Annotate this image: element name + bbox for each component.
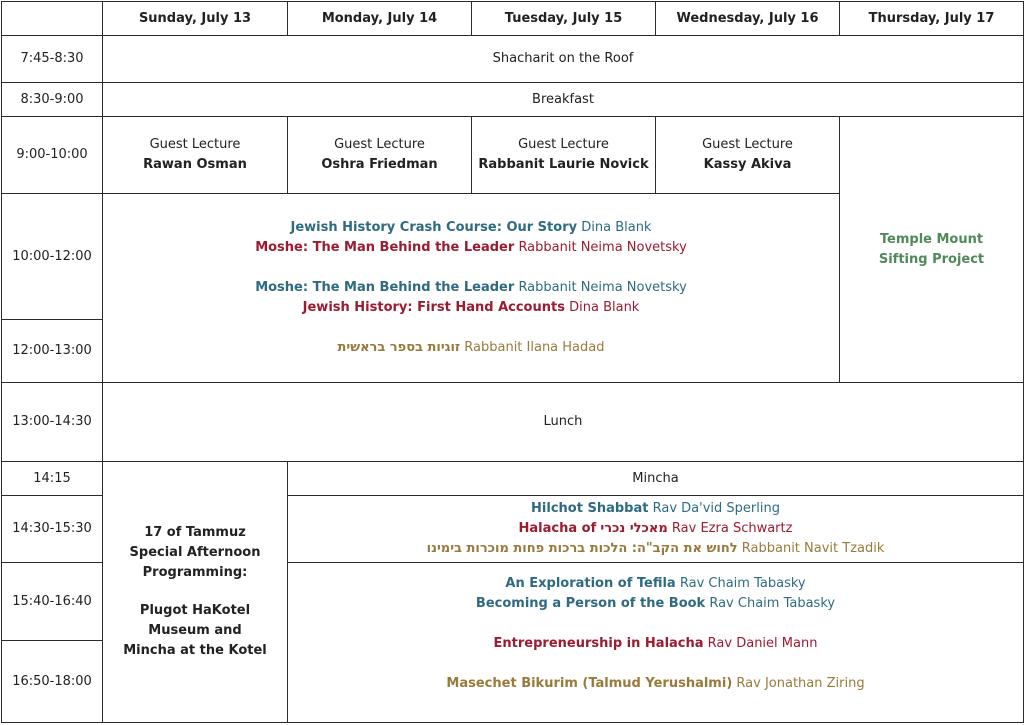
row-mincha xyxy=(2,462,1024,496)
course-teacher: Rabbanit Neima Novetsky xyxy=(518,280,687,295)
breakfast-cell: Breakfast xyxy=(103,83,1024,117)
course-teacher: Rav Ezra Schwartz xyxy=(671,521,793,536)
course-teacher: Rav Da'vid Sperling xyxy=(652,501,780,516)
time-cell: 12:00-13:00 xyxy=(2,320,103,383)
day-header-thursday: Thursday, July 17 xyxy=(840,2,1024,36)
course-line xyxy=(103,278,839,298)
time-cell: 16:50-18:00 xyxy=(2,641,103,723)
course-title: Becoming a Person of the Book xyxy=(475,595,706,611)
course-title: Moshe: The Man Behind the Leader xyxy=(255,240,515,255)
course-title: לחוש את הקב"ה: הלכות ברכות פחות מוכרות בימינו xyxy=(426,541,738,556)
schedule-table xyxy=(1,1,1024,723)
time-cell: 13:00-14:30 xyxy=(2,383,103,462)
time-cell: 15:40-16:40 xyxy=(2,563,103,641)
tammuz-line: Mincha at the Kotel xyxy=(123,643,267,658)
course-teacher: Rav Daniel Mann xyxy=(707,635,818,651)
course-title: An Exploration of Tefila xyxy=(505,575,676,591)
tammuz-line: Museum and xyxy=(148,623,242,638)
guest-lecture-cell xyxy=(656,117,840,194)
tammuz-line: 17 of Tammuz xyxy=(144,525,246,540)
time-cell: 8:30-9:00 xyxy=(2,83,103,117)
course-title-hebrew: מאכלי נכרי xyxy=(600,521,668,536)
guest-lecture-cell xyxy=(103,117,288,194)
guest-lecture-cell xyxy=(288,117,472,194)
tammuz-line: Programming: xyxy=(142,565,248,580)
guest-lecture-speaker: Oshra Friedman xyxy=(321,157,438,172)
course-teacher: Dina Blank xyxy=(569,300,640,315)
course-title: Moshe: The Man Behind the Leader xyxy=(255,280,515,295)
tammuz-line: Special Afternoon xyxy=(129,545,261,560)
mincha-cell: Mincha xyxy=(288,462,1024,496)
guest-lecture-speaker: Rabbanit Laurie Novick xyxy=(478,157,649,172)
guest-lecture-title: Guest Lecture xyxy=(334,137,425,152)
course-line xyxy=(288,539,1023,559)
guest-lecture-title: Guest Lecture xyxy=(149,137,241,152)
course-line xyxy=(288,519,1023,539)
course-line xyxy=(103,338,839,358)
course-teacher: Rav Chaim Tabasky xyxy=(709,595,836,611)
time-cell: 7:45-8:30 xyxy=(2,36,103,83)
course-line xyxy=(103,238,839,258)
tammuz-cell xyxy=(103,462,288,723)
day-header-sunday: Sunday, July 13 xyxy=(103,2,288,36)
row-shacharit xyxy=(2,36,1024,83)
row-lunch xyxy=(2,383,1024,462)
time-cell: 9:00-10:00 xyxy=(2,117,103,194)
course-title: Masechet Bikurim (Talmud Yerushalmi) xyxy=(446,675,733,691)
course-line xyxy=(288,674,1023,694)
course-title: Hilchot Shabbat xyxy=(531,501,649,516)
tammuz-line: Plugot HaKotel xyxy=(139,603,251,618)
temple-mount-label: Temple Mount Sifting Project xyxy=(878,231,985,267)
row-guest-lectures xyxy=(2,117,1024,194)
row-breakfast xyxy=(2,83,1024,117)
shacharit-cell: Shacharit on the Roof xyxy=(103,36,1024,83)
header-row xyxy=(2,2,1024,36)
course-teacher: Rav Chaim Tabasky xyxy=(679,575,806,591)
course-line xyxy=(288,499,1023,519)
course-line xyxy=(288,634,1023,654)
course-teacher: Rabbanit Navit Tzadik xyxy=(741,541,885,556)
course-teacher: Rabbanit Neima Novetsky xyxy=(518,240,687,255)
course-title: זוגיות בספר בראשית xyxy=(337,340,461,355)
guest-lecture-title: Guest Lecture xyxy=(702,137,793,152)
course-teacher: Rav Jonathan Ziring xyxy=(736,675,865,691)
course-title: Halacha of xyxy=(518,521,597,536)
course-title: Jewish History Crash Course: Our Story xyxy=(290,220,578,235)
guest-lecture-speaker: Rawan Osman xyxy=(143,157,247,172)
corner-cell xyxy=(2,2,103,36)
day-header-monday: Monday, July 14 xyxy=(288,2,472,36)
guest-lecture-title: Guest Lecture xyxy=(518,137,609,152)
afternoon-courses-cell-1 xyxy=(288,496,1024,563)
course-line xyxy=(288,574,1023,594)
afternoon-courses-cell-2 xyxy=(288,563,1024,723)
temple-mount-cell xyxy=(840,117,1024,383)
course-teacher: Rabbanit Ilana Hadad xyxy=(464,340,605,355)
course-line xyxy=(103,298,839,318)
course-line xyxy=(103,218,839,238)
guest-lecture-speaker: Kassy Akiva xyxy=(703,157,792,172)
morning-courses-cell xyxy=(103,194,840,383)
course-teacher: Dina Blank xyxy=(581,220,652,235)
day-header-tuesday: Tuesday, July 15 xyxy=(472,2,656,36)
guest-lecture-cell xyxy=(472,117,656,194)
time-cell: 14:15 xyxy=(2,462,103,496)
lunch-cell: Lunch xyxy=(103,383,1024,462)
course-line xyxy=(288,594,1023,614)
day-header-wednesday: Wednesday, July 16 xyxy=(656,2,840,36)
time-cell: 10:00-12:00 xyxy=(2,194,103,320)
course-title: Entrepreneurship in Halacha xyxy=(493,635,704,651)
course-title: Jewish History: First Hand Accounts xyxy=(302,300,565,315)
time-cell: 14:30-15:30 xyxy=(2,496,103,563)
